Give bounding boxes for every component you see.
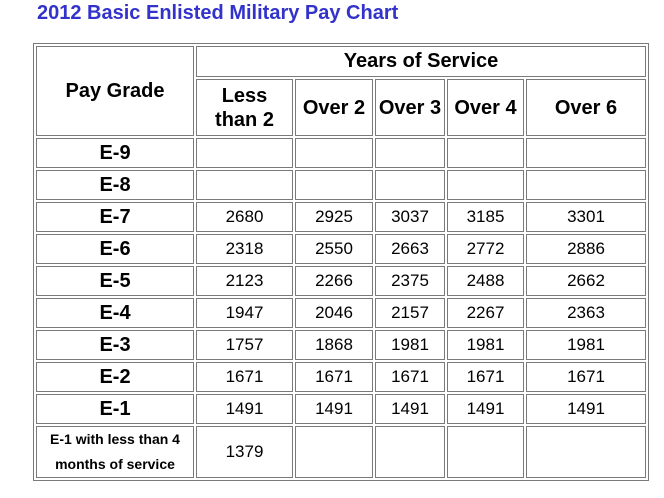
grade-cell-under-4-months [36,426,194,478]
pay-cell: 2925 [295,202,373,232]
pay-cell: 2318 [196,234,293,264]
pay-cell: 2046 [295,298,373,328]
column-header-over-4 [447,79,524,136]
pay-cell [196,138,293,168]
table-row-under-4-months [36,426,646,478]
pay-cell: 1757 [196,330,293,360]
pay-cell [526,426,646,478]
column-header-over-3 [375,79,445,136]
table-row [36,298,646,328]
column-header-line: Over 2 [302,96,366,119]
pay-cell [295,426,373,478]
grade-label-line: months of service [55,456,175,472]
grade-cell: E-4 [36,298,194,328]
column-header-line: Over 6 [554,96,618,119]
pay-grade-header: Pay Grade [36,46,194,136]
pay-chart-table [33,43,649,481]
grade-cell: E-6 [36,234,194,264]
pay-cell: 1491 [526,394,646,424]
pay-cell: 1491 [196,394,293,424]
column-header-over-6 [526,79,646,136]
years-of-service-header: Years of Service [196,46,646,77]
pay-cell: 1491 [295,394,373,424]
pay-cell: 2266 [295,266,373,296]
pay-cell: 2363 [526,298,646,328]
pay-cell: 2680 [196,202,293,232]
pay-cell: 2375 [375,266,445,296]
column-header-over-2 [295,79,373,136]
pay-cell: 2267 [447,298,524,328]
grade-cell: E-5 [36,266,194,296]
pay-cell: 2488 [447,266,524,296]
pay-cell [375,170,445,200]
grade-cell: E-3 [36,330,194,360]
pay-cell: 1981 [526,330,646,360]
grade-cell: E-1 [36,394,194,424]
pay-cell: 2550 [295,234,373,264]
table-row [36,362,646,392]
pay-cell [447,170,524,200]
pay-cell [447,426,524,478]
table-row [36,266,646,296]
pay-cell: 1981 [447,330,524,360]
pay-cell: 1491 [375,394,445,424]
pay-cell: 1671 [196,362,293,392]
column-header-line: Over 4 [454,96,517,119]
grade-label-line: E-1 with less than 4 [50,431,180,447]
table-row [36,138,646,168]
pay-cell [447,138,524,168]
pay-cell: 2123 [196,266,293,296]
column-header-line: Less [221,84,268,107]
pay-cell: 2663 [375,234,445,264]
column-header-less-than-2 [196,79,293,136]
pay-cell: 3301 [526,202,646,232]
pay-cell: 2772 [447,234,524,264]
pay-cell: 2886 [526,234,646,264]
table-row [36,330,646,360]
grade-cell: E-8 [36,170,194,200]
pay-cell: 1671 [375,362,445,392]
table-row [36,170,646,200]
pay-cell [375,426,445,478]
pay-cell: 3037 [375,202,445,232]
pay-cell: 1671 [447,362,524,392]
header-row-years [36,46,646,77]
pay-cell [295,138,373,168]
table-row [36,394,646,424]
page-title: 2012 Basic Enlisted Military Pay Chart [37,2,399,24]
pay-cell: 1671 [526,362,646,392]
pay-cell: 2157 [375,298,445,328]
pay-cell: 1947 [196,298,293,328]
pay-cell [375,138,445,168]
pay-cell [295,170,373,200]
pay-cell [196,170,293,200]
column-header-line: than 2 [215,108,274,131]
table-row [36,234,646,264]
pay-cell [526,138,646,168]
pay-cell [526,170,646,200]
pay-cell: 1671 [295,362,373,392]
grade-cell: E-9 [36,138,194,168]
column-header-line: Over 3 [378,96,442,119]
grade-cell: E-2 [36,362,194,392]
grade-cell: E-7 [36,202,194,232]
pay-cell: 1379 [196,426,293,478]
pay-cell: 3185 [447,202,524,232]
pay-cell: 1868 [295,330,373,360]
pay-cell: 1981 [375,330,445,360]
table-row [36,202,646,232]
pay-cell: 2662 [526,266,646,296]
pay-cell: 1491 [447,394,524,424]
